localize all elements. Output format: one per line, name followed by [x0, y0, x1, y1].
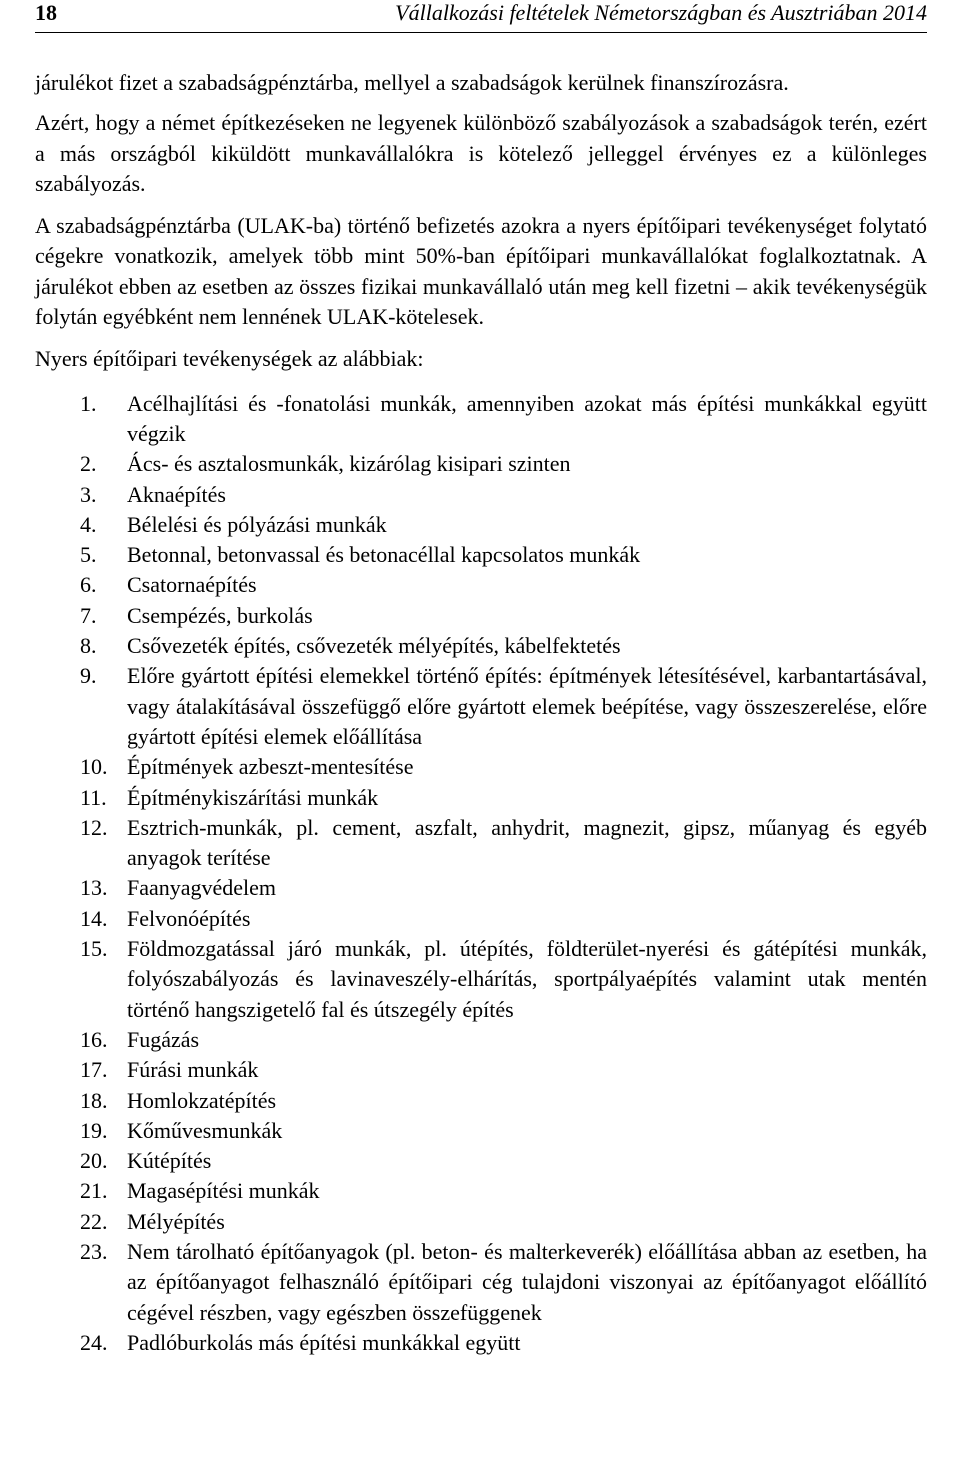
- list-item: [35, 540, 927, 570]
- list-item-number: 7.: [80, 602, 97, 628]
- list-item: [35, 1116, 927, 1146]
- list-item-text: Ács- és asztalosmunkák, kizárólag kisipari szinten: [127, 451, 571, 477]
- list-item: [35, 389, 927, 450]
- list-item-text: Csővezeték építés, csővezeték mélyépítés, kábelfektetés: [127, 633, 621, 659]
- list-item-number: 23.: [80, 1238, 108, 1264]
- list-item: [35, 1237, 927, 1328]
- list-item: [35, 601, 927, 631]
- list-item-number: 5.: [80, 542, 97, 568]
- list-item: [35, 904, 927, 934]
- list-item-text: Padlóburkolás más építési munkákkal együtt: [127, 1329, 521, 1355]
- list-item: [35, 631, 927, 661]
- list-item-number: 12.: [80, 814, 108, 840]
- list-item-text: Építménykiszárítási munkák: [127, 784, 379, 810]
- list-item-text: Fugázás: [127, 1026, 200, 1052]
- list-item-text: Faanyagvédelem: [127, 875, 277, 901]
- list-item-text: Esztrich-munkák, pl. cement, aszfalt, anhydrit, magnezit, gipsz, műanyag és egyéb anyagok terítése: [127, 814, 927, 871]
- list-item: [35, 1055, 927, 1085]
- list-item-text: Kőművesmunkák: [127, 1117, 283, 1143]
- list-item: [35, 752, 927, 782]
- page-number: 18: [35, 0, 57, 25]
- list-item-number: 20.: [80, 1148, 108, 1174]
- list-item: [35, 449, 927, 479]
- list-item-text: Mélyépítés: [127, 1208, 225, 1234]
- list-item-number: 24.: [80, 1329, 108, 1355]
- list-item-number: 15.: [80, 936, 108, 962]
- list-item-text: Csempézés, burkolás: [127, 602, 313, 628]
- paragraph: Azért, hogy a német építkezéseken ne legyenek különböző szabályozások a szabadságok terén, ezért a más országból kiküldött munkavállalókra is kötelező jelleggel érvényes ez a különleges szabályozás.: [35, 110, 927, 196]
- list-item-number: 6.: [80, 572, 97, 598]
- list-item-text: Csatornaépítés: [127, 572, 257, 598]
- list-item: [35, 570, 927, 600]
- list-item: [35, 934, 927, 1025]
- list-item: [35, 783, 927, 813]
- list-item-text: Bélelési és pólyázási munkák: [127, 511, 387, 537]
- list-item: [35, 1086, 927, 1116]
- list-item: [35, 1328, 927, 1358]
- list-item-number: 1.: [80, 390, 97, 416]
- list-item-number: 11.: [80, 784, 107, 810]
- list-item: [35, 480, 927, 510]
- list-item-text: Fúrási munkák: [127, 1057, 259, 1083]
- list-item-number: 22.: [80, 1208, 108, 1234]
- list-item-text: Felvonóépítés: [127, 905, 251, 931]
- list-item-text: Nem tárolható építőanyagok (pl. beton- és malterkeverék) előállítása abban az esetben, ha az építőanyagot felhasználó építőipari cég tulajdoni viszonyai az építőanyagot előállító cégével részben, vagy egészben összefüggenek: [127, 1238, 927, 1325]
- list-item-number: 21.: [80, 1178, 108, 1204]
- paragraph: A szabadságpénztárba (ULAK-ba) történő befizetés azokra a nyers építőipari tevékenységet folytató cégekre vonatkozik, amelyek több mint 50%-ban építőipari munkavállalókat foglalkoztatnak. A járulékot ebben az esetben az összes fizikai munkavállaló után meg kell fizetni – akik tevékenységük folytán egyébként nem lennének ULAK-kötelesek.: [35, 213, 927, 330]
- paragraph: járulékot fizet a szabadságpénztárba, mellyel a szabadságok kerülnek finanszírozásra.: [35, 70, 789, 95]
- list-item-number: 18.: [80, 1087, 108, 1113]
- list-item-number: 9.: [80, 663, 97, 689]
- list-item-number: 13.: [80, 875, 108, 901]
- list-item: [35, 1207, 927, 1237]
- list-item-text: Acélhajlítási és -fonatolási munkák, amennyiben azokat más építési munkákkal együtt végzik: [127, 390, 927, 446]
- page-body: [35, 68, 927, 1358]
- page-header: [35, 0, 927, 33]
- list-item: [35, 1025, 927, 1055]
- list-item-number: 14.: [80, 905, 108, 931]
- list-item-number: 3.: [80, 481, 97, 507]
- list-item: [35, 813, 927, 874]
- list-item-text: Kútépítés: [127, 1148, 212, 1174]
- list-item: [35, 1176, 927, 1206]
- list-item-text: Homlokzatépítés: [127, 1087, 277, 1113]
- list-item: [35, 510, 927, 540]
- list-item-number: 16.: [80, 1026, 108, 1052]
- list-item-number: 19.: [80, 1117, 108, 1143]
- list-item-text: Építmények azbeszt-mentesítése: [127, 754, 414, 780]
- list-item-number: 17.: [80, 1057, 108, 1083]
- list-item-number: 2.: [80, 451, 97, 477]
- list-intro: Nyers építőipari tevékenységek az alábbiak:: [35, 346, 424, 372]
- activity-list: [35, 389, 927, 1359]
- list-item-number: 4.: [80, 511, 97, 537]
- list-item-number: 8.: [80, 633, 97, 659]
- list-item-number: 10.: [80, 754, 108, 780]
- running-title: Vállalkozási feltételek Németországban és Ausztriában 2014: [395, 0, 927, 25]
- list-item: [35, 661, 927, 752]
- list-item: [35, 1146, 927, 1176]
- list-item-text: Előre gyártott építési elemekkel történő építés: építmények létesítésével, karbantartásával, vagy átalakításával összefüggő előre gyártott elemek beépítése, vagy összeszerelése, előre gyártott építési elemek előállítása: [127, 663, 927, 749]
- list-item-text: Földmozgatással járó munkák, pl. útépítés, földterület-nyerési és gátépítési munkák, folyószabályozás és lavinaveszély-elhárítás, sportpályaépítés valamint utak mentén történő hangszigetelő fal és útszegély építés: [127, 936, 927, 1022]
- list-item: [35, 873, 927, 903]
- list-item-text: Betonnal, betonvassal és betonacéllal kapcsolatos munkák: [127, 542, 641, 568]
- list-item-text: Magasépítési munkák: [127, 1178, 320, 1204]
- list-item-text: Aknaépítés: [127, 481, 226, 507]
